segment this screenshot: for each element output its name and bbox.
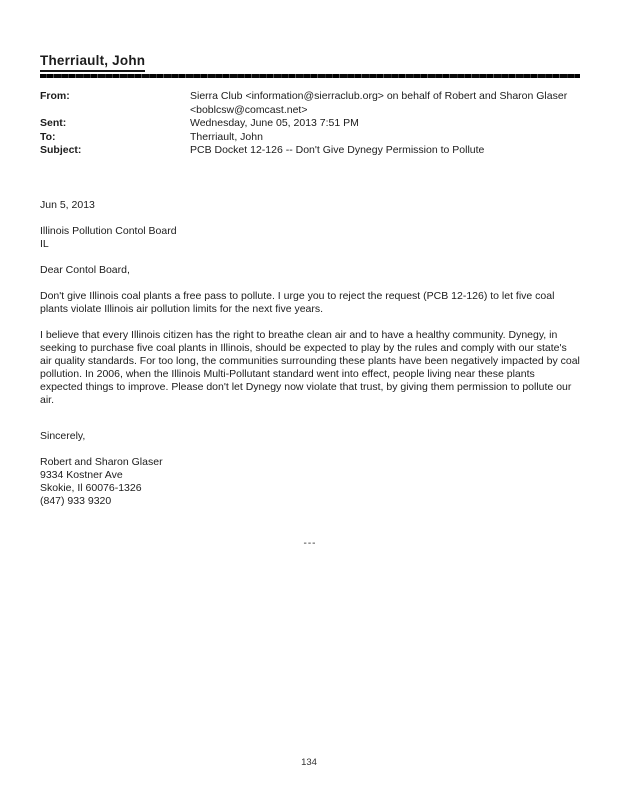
- to-label: To:: [40, 130, 56, 143]
- signature-block: [40, 456, 580, 508]
- letter-body: [40, 199, 580, 550]
- recipient-line: IL: [40, 237, 49, 250]
- salutation: Dear Contol Board,: [40, 263, 130, 276]
- signature-city: Skokie, Il 60076-1326: [40, 481, 142, 494]
- page-content: [40, 52, 580, 550]
- signature-name: Robert and Sharon Glaser: [40, 455, 163, 468]
- closing: Sincerely,: [40, 429, 86, 442]
- from-label: From:: [40, 90, 70, 102]
- section-separator: ---: [303, 537, 317, 549]
- recipient-address: [40, 225, 580, 251]
- page-number: 134: [301, 757, 317, 768]
- field-row-sent: [40, 117, 580, 131]
- to-value: Therriault, John: [190, 130, 263, 143]
- field-row-subject: [40, 144, 580, 158]
- recipient-line: Illinois Pollution Contol Board: [40, 224, 177, 237]
- header-divider: [40, 74, 580, 78]
- subject-value: PCB Docket 12-126 -- Don't Give Dynegy Permission to Pollute: [190, 144, 485, 156]
- signature-phone: (847) 933 9320: [40, 494, 112, 507]
- page-title: Therriault, John: [40, 53, 145, 72]
- from-value: Sierra Club <information@sierraclub.org> on behalf of Robert and Sharon Glaser <boblcsw@comcast.net>: [190, 90, 568, 116]
- letter-paragraph: I believe that every Illinois citizen has the right to breathe clean air and to have a healthy community. Dynegy, in seeking to purchase five coal plants in Illinois, should be expected to play by the rules and comply with our state's air quality standards. For too long, the communities surrounding these plants have been negatively impacted by coal pollution. In 2006, when the Illinois Multi-Pollutant standard went into effect, people living near these plants expected things to improve. Please don't let Dynegy now violate that trust, by giving them permission to pollute our air.: [40, 328, 580, 406]
- email-header-fields: [40, 90, 580, 158]
- letter-paragraph: Don't give Illinois coal plants a free pass to pollute. I urge you to reject the request (PCB 12-126) to let five coal plants violate Illinois air pollution limits for the next five years.: [40, 289, 555, 315]
- field-row-from: [40, 90, 580, 117]
- doc-header: [40, 52, 580, 78]
- subject-label: Subject:: [40, 144, 82, 156]
- letter-date: Jun 5, 2013: [40, 198, 95, 211]
- sent-value: Wednesday, June 05, 2013 7:51 PM: [190, 117, 359, 129]
- signature-street: 9334 Kostner Ave: [40, 468, 123, 481]
- sent-label: Sent:: [40, 117, 67, 129]
- field-row-to: [40, 131, 580, 145]
